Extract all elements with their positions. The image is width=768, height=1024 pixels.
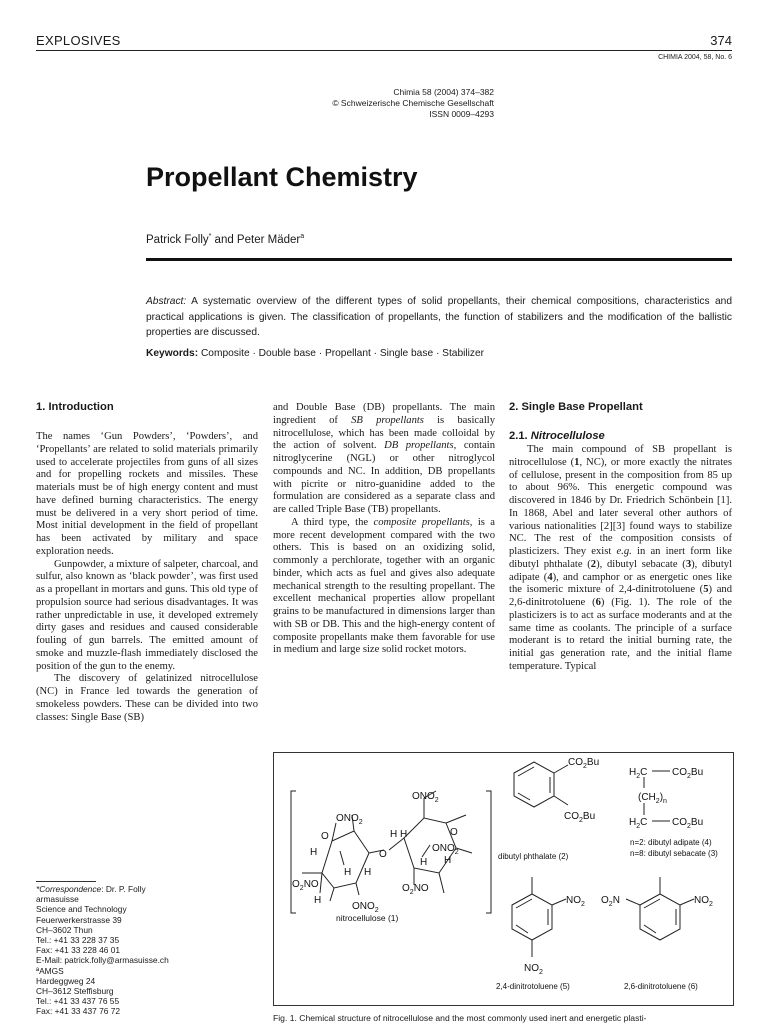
label-dibutyl-sebacate: n=8: dibutyl sebacate (3) bbox=[630, 849, 718, 858]
footnote-line: Tel.: +41 33 437 76 55 bbox=[36, 996, 120, 1007]
running-header-section: EXPLOSIVES bbox=[36, 33, 121, 48]
label-co2bu: $CO_2Bu$ bbox=[564, 811, 596, 824]
footnote-line: Hardeggweg 24 bbox=[36, 975, 96, 986]
label-ono2: $ONO_2$ bbox=[336, 813, 363, 826]
column-1 bbox=[36, 431, 258, 724]
footnote-line: ªAMGS bbox=[36, 965, 64, 976]
phthalate-benzene-ring bbox=[514, 762, 554, 807]
text-run: , NC), or more exactly the nitrates of cellulose, present in the composition from 85 up to about 96%. This energetic compound was discovered in 1846 by Dr. Friedrich Schönbein [1]. In 1868, Abel and later several other authors of various nationalities [2][3] found ways to stabilize NC. The rest of the composition consists of plasticizers. They exist bbox=[509, 456, 732, 557]
footnote-line: Fax: +41 33 437 76 72 bbox=[36, 1006, 121, 1017]
correspondence-footnote bbox=[36, 884, 169, 1017]
label-o2no: $O_2NO$ bbox=[292, 879, 319, 892]
label-o2no: $O_2NO$ bbox=[402, 883, 429, 896]
text-run: ), and camphor or as energetic ones like the isomeric mixture of 2,4-dinitrotoluene ( bbox=[509, 571, 733, 596]
label-ono2: $ONO_2$ bbox=[352, 901, 379, 914]
text-run: ) and 2,6-dinitrotoluene ( bbox=[509, 584, 732, 608]
polymer-bracket-left bbox=[291, 791, 296, 913]
compound-number: 2 bbox=[590, 558, 597, 570]
label-24-dinitrotoluene: 2,4-dinitrotoluene (5) bbox=[496, 982, 570, 991]
dnt24-benzene-ring bbox=[512, 894, 552, 940]
text-run: , is a more recent development compared with the two others. This is based on an oxidizing solid, commonly a perchlorate, together with an organic binder, which acts as fuel and gives also adequate mechanical strength to the resulting propellant. The excellent mechanical properties allow propellant grains to be manufactured in dimensions larger than with SB or DB. This and the high-energy content of composite propellants make them favorable for use in medium and large size solid rocket motors. bbox=[273, 516, 495, 656]
label-oxygen: O bbox=[321, 831, 329, 842]
subsection-title: Nitrocellulose bbox=[530, 430, 605, 442]
chemical-structures-diagram bbox=[274, 753, 733, 1005]
footnote-email: E-Mail: patrick.folly@armasuisse.ch bbox=[36, 955, 169, 966]
header-rule bbox=[36, 50, 732, 51]
label-hydrogen: H bbox=[310, 847, 318, 858]
intro-paragraph-4 bbox=[273, 402, 495, 517]
footnote-line: CH–3602 Thun bbox=[36, 924, 93, 935]
intro-paragraph-3: The discovery of gelatinized nitrocellulose (NC) in France led towards the generation of smokeless powders. These can be divided into two classes: Single Base (SB) bbox=[36, 673, 258, 723]
label-26-dinitrotoluene: 2,6-dinitrotoluene (6) bbox=[624, 982, 698, 991]
citation-line-3: ISSN 0009–4293 bbox=[429, 109, 494, 119]
column-2 bbox=[273, 402, 495, 657]
correspondence-text: : Dr. P. Folly bbox=[101, 884, 146, 894]
label-oxygen: O bbox=[379, 849, 387, 860]
label-hydrogen: H bbox=[444, 855, 452, 866]
citation-line-2: © Schweizerische Chemische Gesellschaft bbox=[332, 98, 494, 108]
compound-number: 3 bbox=[685, 558, 692, 570]
intro-paragraph-5 bbox=[273, 517, 495, 657]
text-run: and Double Base (DB) propellants. The main ingredient of bbox=[273, 402, 495, 426]
label-no2: $NO_2$ bbox=[694, 895, 713, 908]
author-2-mark: a bbox=[300, 233, 305, 240]
footnote-line: Feuerwerkerstrasse 39 bbox=[36, 914, 122, 925]
text-run-italic: e.g. bbox=[616, 546, 632, 557]
author-1-mark: * bbox=[208, 233, 212, 240]
citation-block bbox=[332, 87, 494, 120]
section-heading-introduction: 1. Introduction bbox=[36, 401, 114, 413]
title-rule bbox=[146, 258, 732, 261]
intro-paragraph-2: Gunpowder, a mixture of salpeter, charcoal, and sulfur, also known as ‘black powder’, was first used as a propellant in mortars and guns. This old type of propulsion source had serious disadvantages. It was rather unpredictable in use, it developed extremely dirty gases and residues and caused considerable fouling of gun barrels. The emitted amount of smoke and muzzle-flash immediately disclosed the position of the gun to the enemy. bbox=[36, 558, 258, 672]
journal-line: CHIMIA 2004, 58, No. 6 bbox=[658, 54, 732, 61]
intro-paragraph-1: The names ‘Gun Powders’, ‘Powders’, and ‘Propellants’ are related to solid materials primarily used to accelerate projectiles from guns of all sizes and for propelling rockets and missiles. These materials must be of high energy content and must have defined burning characteristics. The energy must be delivered in a very short period of time. Most initial development in the field of propellant has been activated by military and space exploration needs. bbox=[36, 431, 258, 557]
text-run-italic: DB propellants bbox=[384, 440, 454, 452]
label-hydrogen: H bbox=[344, 867, 352, 878]
label-hydrogen: H bbox=[364, 867, 372, 878]
text-run-italic: SB propellants bbox=[351, 414, 424, 426]
dnt26-benzene-ring bbox=[640, 894, 680, 940]
text-run: ) (Fig. 1). The role of the plasticizers is to act as surface moderants and at the same time as coolants. The principle of a surface moderant is to retard the initial burning rate, the initial gas generation rate, and the initial flame temperature. Typical bbox=[509, 597, 732, 672]
label-dibutyl-phthalate: dibutyl phthalate (2) bbox=[498, 852, 569, 861]
footnote-line: Fax: +41 33 228 46 01 bbox=[36, 945, 121, 956]
figure-1 bbox=[273, 752, 734, 1006]
compound-number: 5 bbox=[703, 584, 709, 596]
label-ono2: $ONO_2$ bbox=[412, 791, 439, 804]
text-run-italic: composite propellants bbox=[373, 516, 470, 528]
text-run: ), dibutyl adipate ( bbox=[509, 558, 733, 583]
text-run: The main compound of SB propellant is nitrocellulose ( bbox=[509, 444, 732, 468]
polymer-bracket-right bbox=[486, 791, 491, 913]
text-run: is basically nitrocellulose, which has been made colloidal by the action of solvent. bbox=[273, 414, 495, 452]
label-hh: H H bbox=[390, 829, 408, 840]
label-oxygen: O bbox=[450, 827, 458, 838]
text-run: A third type, the bbox=[291, 516, 374, 528]
left-glucose-ring bbox=[322, 831, 372, 888]
keywords-label: Keywords: bbox=[146, 348, 199, 359]
label-ono2: $ONO_2$ bbox=[432, 843, 459, 856]
label-co2bu: $CO_2Bu$ bbox=[672, 817, 704, 830]
footnote-line-correspondence bbox=[36, 884, 169, 894]
author-line bbox=[146, 233, 304, 246]
label-ch2n: $(CH_2)_n$ bbox=[638, 792, 667, 805]
page-number: 374 bbox=[710, 33, 732, 48]
citation-line-1: Chimia 58 (2004) 374–382 bbox=[393, 87, 494, 97]
label-no2: $NO_2$ bbox=[524, 963, 543, 976]
footnote-rule bbox=[36, 881, 96, 882]
nitrocellulose-paragraph bbox=[509, 444, 732, 674]
label-hydrogen: H bbox=[420, 857, 428, 868]
footnote-line: CH–3612 Steffisburg bbox=[36, 986, 114, 997]
label-no2: $NO_2$ bbox=[566, 895, 585, 908]
label-hydrogen: H bbox=[314, 895, 322, 906]
subsection-number: 2.1. bbox=[509, 430, 528, 442]
text-run: ), dibutyl sebacate ( bbox=[596, 558, 686, 570]
abstract bbox=[146, 294, 732, 341]
section-heading-single-base: 2. Single Base Propellant bbox=[509, 401, 643, 413]
label-h2c: $H_2C$ bbox=[629, 817, 648, 830]
label-nitrocellulose: nitrocellulose (1) bbox=[336, 913, 399, 923]
label-co2bu: $CO_2Bu$ bbox=[568, 757, 600, 770]
text-run: , contain nitroglycerine (NGL) or other nitroglycol compounds and NC. In addition, DB propellants with picrite or nitro-guanidine added to the formulation are considered as a separate class and are called Triple Base (TB) propellants. bbox=[273, 440, 496, 515]
compound-number: 1 bbox=[574, 456, 580, 468]
text-run: in an inert form like dibutyl phthalate ( bbox=[509, 546, 732, 570]
keywords bbox=[146, 348, 484, 359]
footnote-line: Science and Technology bbox=[36, 904, 127, 915]
subsection-heading-nitrocellulose bbox=[509, 430, 605, 442]
compound-number: 4 bbox=[547, 571, 553, 583]
correspondence-label: *Correspondence bbox=[36, 884, 102, 894]
author-connector: and Peter Mäder bbox=[211, 233, 301, 246]
abstract-label: Abstract: bbox=[146, 296, 187, 307]
column-3 bbox=[509, 444, 732, 674]
keywords-text: Composite · Double base · Propellant · Single base · Stabilizer bbox=[200, 348, 485, 359]
footnote-line: Tel.: +41 33 228 37 35 bbox=[36, 935, 120, 946]
label-co2bu: $CO_2Bu$ bbox=[672, 767, 704, 780]
abstract-text: A systematic overview of the different types of solid propellants, their chemical compositions, characteristics and practical applications is given. The classification of propellants, the function of stabilizers and the modification of the ballistic properties are discussed. bbox=[146, 296, 732, 338]
compound-number: 6 bbox=[595, 597, 601, 608]
figure-caption: Fig. 1. Chemical structure of nitrocellulose and the most commonly used inert and energetic plasti- bbox=[273, 1013, 647, 1023]
author-1: Patrick Folly bbox=[146, 233, 209, 246]
label-h2c: $H_2C$ bbox=[629, 767, 648, 780]
label-o2n: $O_2N$ bbox=[601, 895, 620, 908]
footnote-line: armasuisse bbox=[36, 894, 79, 905]
label-dibutyl-adipate: n=2: dibutyl adipate (4) bbox=[630, 838, 712, 847]
article-title: Propellant Chemistry bbox=[146, 162, 418, 192]
